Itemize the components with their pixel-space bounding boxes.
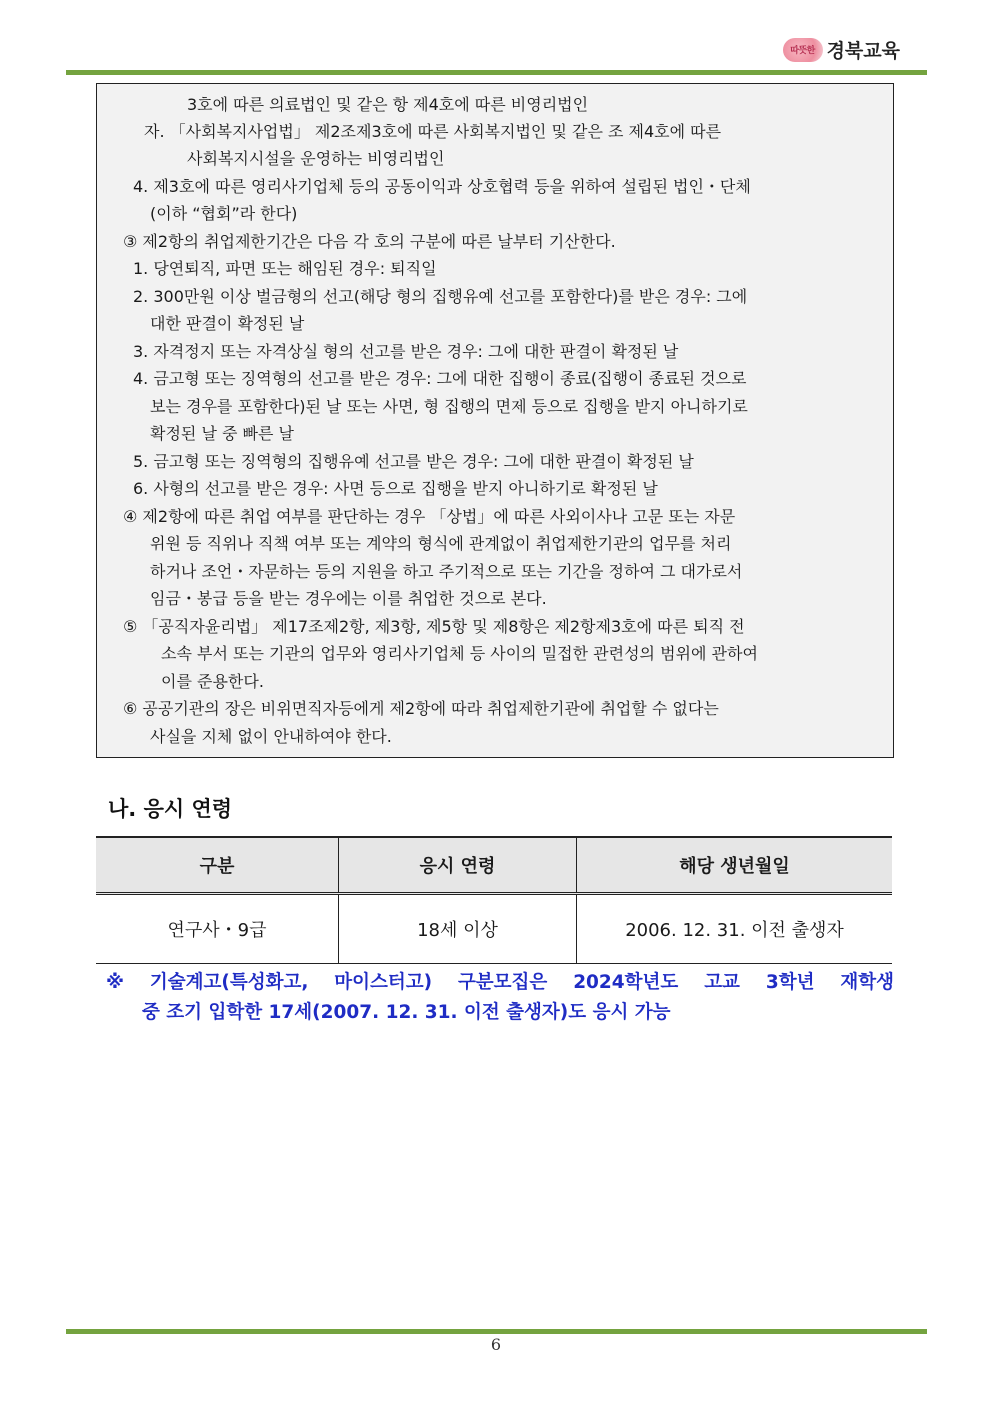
law-line: 5. 금고형 또는 징역형의 집행유예 선고를 받은 경우: 그에 대한 판결이 확정된 날 [133,452,694,471]
law-line: 4. 금고형 또는 징역형의 선고를 받은 경우: 그에 대한 집행이 종료(집행이 종료된 것으로 [133,369,747,388]
law-line: 대한 판결이 확정된 날 [150,314,305,333]
header-logo [783,36,900,63]
law-line: 3. 자격정지 또는 자격상실 형의 선고를 받은 경우: 그에 대한 판결이 확정된 날 [133,342,679,361]
law-line: 1. 당연퇴직, 파면 또는 해임된 경우: 퇴직일 [133,259,437,278]
law-line: 확정된 날 중 빠른 날 [150,424,294,443]
law-line: 자. 「사회복지사업법」 제2조제3호에 따른 사회복지법인 및 같은 조 제4호에 따른 [144,122,722,141]
note-word: 재학생 [840,972,894,993]
law-line: ⑤ 「공직자윤리법」 제17조제2항, 제3항, 제5항 및 제8항은 제2항제3호에 따른 퇴직 전 [123,617,745,636]
law-line: 보는 경우를 포함한다)된 날 또는 사면, 형 집행의 면제 등으로 집행을 받지 아니하기로 [150,397,748,416]
note-word: 마이스터고) [334,972,433,993]
logo-emblem: 따뜻한 [783,38,823,62]
note-word: ※ [106,972,124,993]
table-header-cell: 해당 생년월일 [577,837,893,894]
header-rule [66,70,927,75]
note-word: 2024학년도 [573,972,679,993]
eligibility-note [106,968,894,1028]
table-cell: 연구사・9급 [96,894,339,964]
section-heading: 나. 응시 연령 [108,797,233,821]
age-table [96,836,892,964]
law-line: 임금・봉급 등을 받는 경우에는 이를 취업한 것으로 본다. [150,589,547,608]
law-line: (이하 “협회”라 한다) [150,204,298,223]
law-line: 6. 사형의 선고를 받은 경우: 사면 등으로 집행을 받지 아니하기로 확정된 날 [133,479,658,498]
law-line: 소속 부서 또는 기관의 업무와 영리사기업체 등 사이의 밀접한 관련성의 범위에 관하여 [161,644,758,663]
law-line: ④ 제2항에 따른 취업 여부를 판단하는 경우 「상법」에 따른 사외이사나 고문 또는 자문 [123,507,736,526]
footer-rule [66,1329,927,1334]
note-line-1 [106,968,894,998]
law-line: 위원 등 직위나 직책 여부 또는 계약의 형식에 관계없이 취업제한기관의 업무를 처리 [150,534,732,553]
table-cell: 18세 이상 [339,894,577,964]
logo-text: 경북교육 [826,40,900,62]
law-line: 사회복지시설을 운영하는 비영리법인 [187,149,445,168]
table-header-row [96,837,892,894]
table-cell: 2006. 12. 31. 이전 출생자 [577,894,893,964]
law-line: 사실을 지체 없이 안내하여야 한다. [150,727,392,746]
law-line: ⑥ 공공기관의 장은 비위면직자등에게 제2항에 따라 취업제한기관에 취업할 수 없다는 [123,699,719,718]
law-line: 이를 준용한다. [161,672,264,691]
note-word: 구분모집은 [457,972,548,993]
law-line: 3호에 따른 의료법인 및 같은 항 제4호에 따른 비영리법인 [187,95,589,114]
law-line: 2. 300만원 이상 벌금형의 선고(해당 형의 집행유예 선고를 포함한다)를 받은 경우: 그에 [133,287,748,306]
note-word: 3학년 [765,972,815,993]
law-excerpt-box [96,83,894,758]
table-header-cell: 구분 [96,837,339,894]
law-line: 4. 제3호에 따른 영리사기업체 등의 공동이익과 상호협력 등을 위하여 설립된 법인・단체 [133,177,751,196]
table-row [96,894,892,964]
table-header-cell: 응시 연령 [339,837,577,894]
page-number: 6 [490,1335,502,1354]
note-line-2: 중 조기 입학한 17세(2007. 12. 31. 이전 출생자)도 응시 가능 [142,1002,671,1023]
law-line: ③ 제2항의 취업제한기간은 다음 각 호의 구분에 따른 날부터 기산한다. [123,232,616,251]
law-line: 하거나 조언・자문하는 등의 지원을 하고 주기적으로 또는 기간을 정하여 그 대가로서 [150,562,743,581]
note-word: 기술계고(특성화고, [149,972,309,993]
note-word: 고교 [704,972,740,993]
